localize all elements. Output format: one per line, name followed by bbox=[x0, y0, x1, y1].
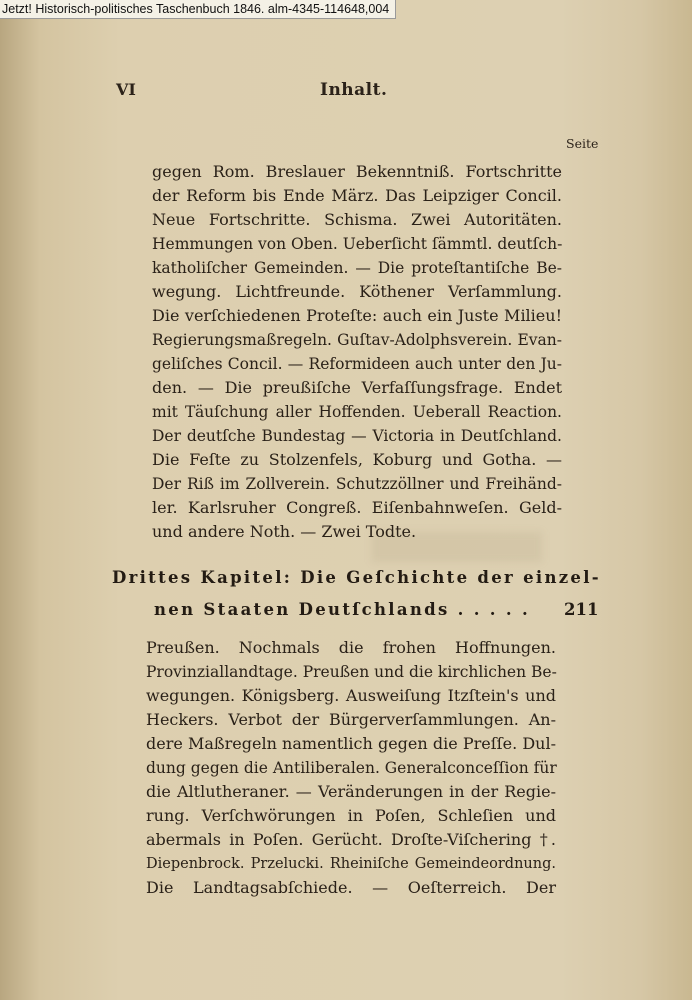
text-line: mit Täuſchung aller Hoffenden. Ueberall Reaction. bbox=[152, 403, 562, 421]
text-line: rung. Verſchwörungen in Poſen, Schleſien und bbox=[146, 806, 556, 825]
text-line: Der deutſche Bundestag — Victoria in Deutſchland. bbox=[152, 427, 562, 445]
text-line: Der Riß im Zollverein. Schutzzöllner und Freihänd- bbox=[152, 475, 562, 493]
text-line: wegung. Lichtfreunde. Köthener Verſammlung. bbox=[152, 282, 562, 301]
text-line: dere Maßregeln namentlich gegen die Preſſe. Dul- bbox=[146, 734, 556, 753]
text-line: und andere Noth. — Zwei Todte. bbox=[152, 522, 417, 541]
page-number: VI bbox=[116, 80, 136, 99]
text-line: Die verſchiedenen Proteſte: auch ein Juste Milieu! bbox=[152, 306, 562, 325]
chapter-heading-continued: nen Staaten Deutſchlands . . . . . bbox=[154, 600, 531, 619]
text-line: Die Landtagsabſchiede. — Oeſterreich. Der bbox=[146, 878, 556, 897]
chapter-heading: Drittes Kapitel: Die Geſchichte der einzel- bbox=[112, 568, 601, 587]
text-line: Provinziallandtage. Preußen und die kirchlichen Be- bbox=[146, 663, 557, 681]
text-line: Neue Fortschritte. Schisma. Zwei Autoritäten. bbox=[152, 210, 562, 229]
text-line: gegen Rom. Breslauer Bekenntniß. Fortschritte bbox=[152, 162, 562, 181]
text-line: Die Feſte zu Stolzenfels, Koburg und Gotha. — bbox=[152, 450, 562, 469]
text-line: Diepenbrock. Przelucki. Rheiniſche Gemeindeordnung. bbox=[146, 856, 556, 872]
text-line: Heckers. Verbot der Bürgerverſammlungen. An- bbox=[146, 710, 556, 729]
text-line: dung gegen die Antiliberalen. Generalconceſſion für bbox=[146, 759, 557, 777]
text-line: Regierungsmaßregeln. Guſtav-Adolphsverein. Evan- bbox=[152, 331, 562, 349]
text-line: den. — Die preußiſche Verfaſſungsfrage. Endet bbox=[152, 378, 562, 397]
text-line: Preußen. Nochmals die frohen Hoffnungen. bbox=[146, 638, 556, 657]
source-caption: Jetzt! Historisch-politisches Taschenbuch 1846. alm-4345-114648,004 bbox=[0, 0, 396, 19]
text-line: ler. Karlsruher Congreß. Eiſenbahnweſen. Geld- bbox=[152, 498, 562, 517]
text-line: geliſches Concil. — Reformideen auch unter den Ju- bbox=[152, 355, 562, 373]
chapter-page-ref: 211 bbox=[564, 600, 599, 619]
text-line: die Altlutheraner. — Veränderungen in der Regie- bbox=[146, 782, 556, 801]
text-line: Hemmungen von Oben. Ueberſicht ſämmtl. deutſch- bbox=[152, 235, 563, 253]
running-head: Inhalt. bbox=[320, 80, 388, 100]
column-label-seite: Seite bbox=[566, 136, 599, 151]
text-line: wegungen. Königsberg. Ausweiſung Itzſtein's und bbox=[146, 686, 556, 705]
text-line: abermals in Poſen. Gerücht. Droſte-Viſchering †. bbox=[146, 830, 556, 849]
text-line: der Reform bis Ende März. Das Leipziger Concil. bbox=[152, 186, 562, 205]
text-line: katholiſcher Gemeinden. — Die proteſtantiſche Be- bbox=[152, 259, 562, 277]
